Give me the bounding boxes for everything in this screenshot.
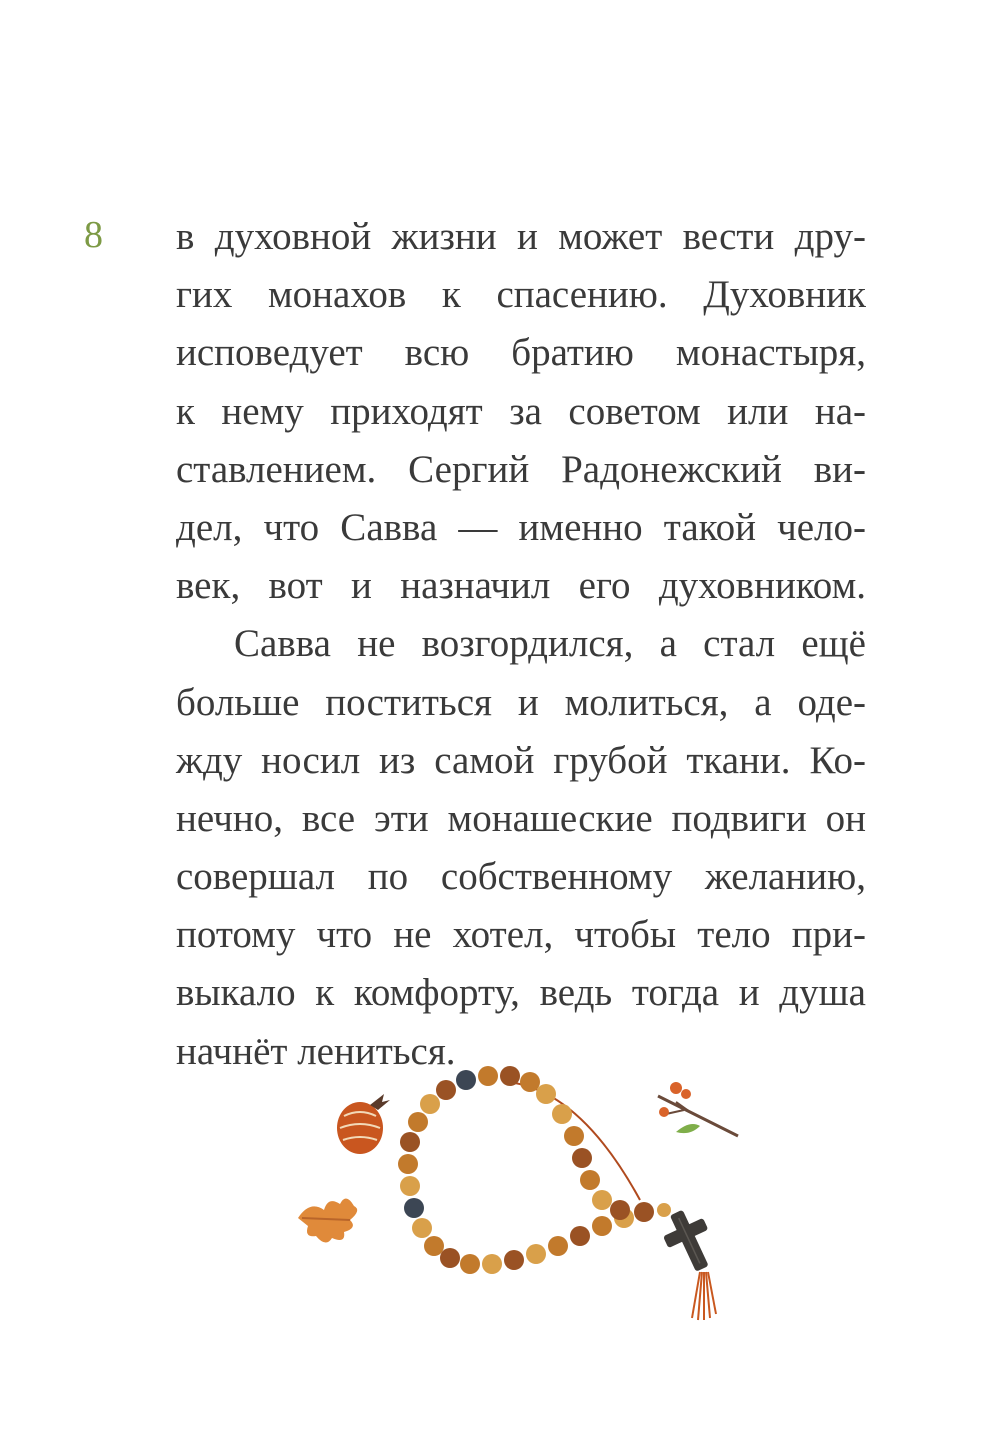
text-line: в духовной жизни и может вести дру- <box>176 215 866 258</box>
bead <box>580 1170 600 1190</box>
text-line: Савва не возгордился, а стал ещё <box>234 622 866 666</box>
bead <box>657 1203 671 1217</box>
bead <box>400 1176 420 1196</box>
text-line: гих монахов к спасению. Духовник <box>176 273 866 317</box>
tassel-icon <box>692 1272 716 1320</box>
bead <box>456 1070 476 1090</box>
bead <box>400 1132 420 1152</box>
illustration <box>280 1050 760 1330</box>
bead <box>634 1202 654 1222</box>
text-line: больше поститься и молиться, а оде- <box>176 680 866 724</box>
prayer-rope-icon <box>398 1066 671 1274</box>
bead <box>552 1104 572 1124</box>
bead <box>460 1254 480 1274</box>
bead <box>412 1218 432 1238</box>
text-line: к нему приходят за советом или на- <box>176 389 866 433</box>
bead <box>398 1154 418 1174</box>
paragraph-2 <box>176 615 866 1081</box>
text-line: совершал по собственному желанию, <box>176 855 866 899</box>
bead <box>482 1254 502 1274</box>
bead <box>404 1198 424 1218</box>
text-line: выкало к комфорту, ведь тогда и душа <box>176 971 866 1015</box>
oak-leaf-icon <box>298 1198 357 1242</box>
bead <box>526 1244 546 1264</box>
paragraph-1 <box>176 208 866 615</box>
bead <box>572 1148 592 1168</box>
text-line: потому что не хотел, чтобы тело при- <box>176 913 866 957</box>
bead <box>610 1200 630 1220</box>
text-line: ставлением. Сергий Радонежский ви- <box>176 447 866 491</box>
bead <box>548 1236 568 1256</box>
body-text <box>176 208 866 1081</box>
bead <box>440 1248 460 1268</box>
bead <box>536 1084 556 1104</box>
text-line: век, вот и назначил его духовником. <box>176 564 866 608</box>
bead <box>592 1190 612 1210</box>
text-line: жду носил из самой грубой ткани. Ко- <box>176 738 866 782</box>
bead <box>592 1216 612 1236</box>
bead <box>504 1250 524 1270</box>
bead <box>478 1066 498 1086</box>
text-line: дел, что Савва — именно такой чело- <box>176 505 866 549</box>
bead <box>564 1126 584 1146</box>
text-line: нечно, все эти монашеские подвиги он <box>176 796 866 840</box>
bead <box>408 1112 428 1132</box>
page-number: 8 <box>84 214 103 256</box>
berry-sprig-icon <box>658 1082 738 1136</box>
bead <box>436 1080 456 1100</box>
bead <box>520 1072 540 1092</box>
text-line: исповедует всю братию монастыря, <box>176 331 866 375</box>
bead <box>500 1066 520 1086</box>
bead <box>424 1236 444 1256</box>
bead <box>570 1226 590 1246</box>
text-line: начнёт лениться. <box>176 1029 456 1073</box>
bead <box>420 1094 440 1114</box>
rose-hip-icon <box>337 1094 390 1154</box>
